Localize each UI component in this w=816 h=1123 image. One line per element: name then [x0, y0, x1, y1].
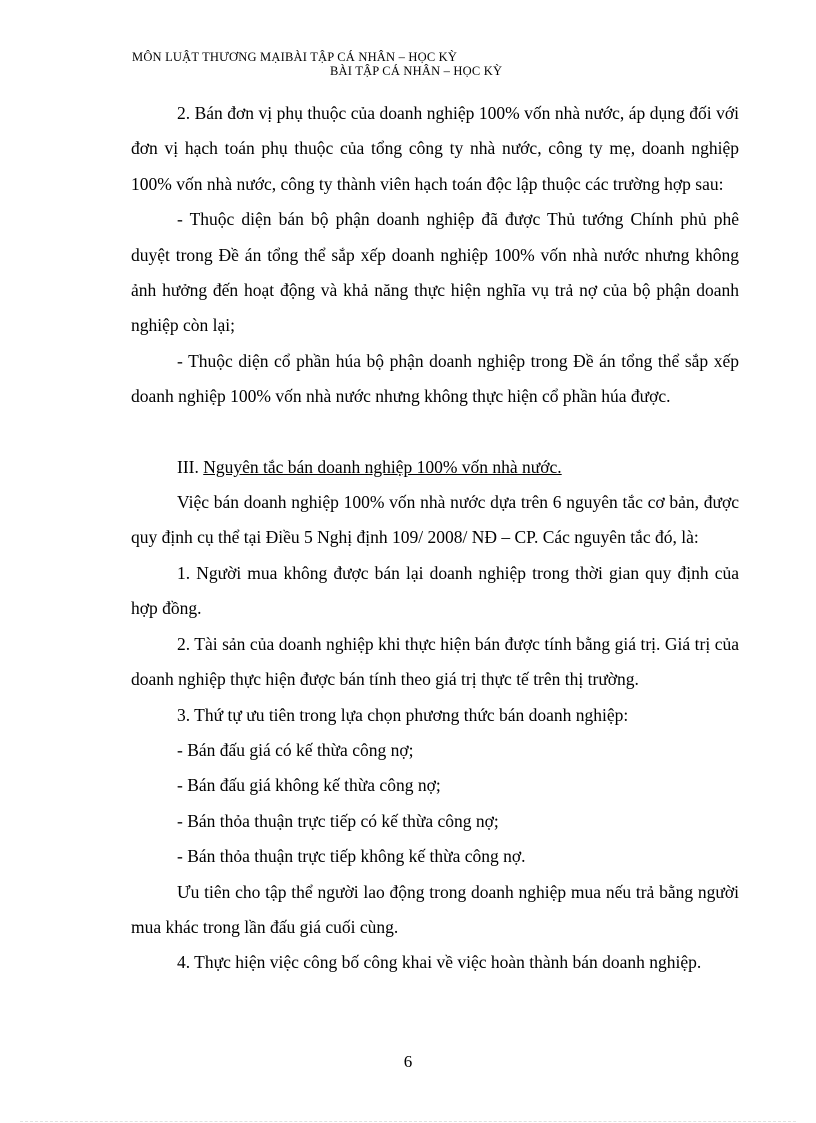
header-line-2: BÀI TẬP CÁ NHÂN – HỌC KỲ	[330, 64, 503, 78]
paragraph-5: 1. Người mua không được bán lại doanh nghiệp trong thời gian quy định của hợp đồng.	[131, 562, 739, 619]
page-number: 6	[403, 1052, 413, 1071]
section-title: Nguyên tắc bán doanh nghiệp 100% vốn nhà nước.	[203, 456, 562, 477]
list-item: - Bán thỏa thuận trực tiếp không kế thừa công nợ.	[177, 846, 526, 867]
header-line-1: MÔN LUẬT THƯƠNG MẠIBÀI TẬP CÁ NHÂN – HỌC KỲ	[132, 50, 458, 64]
section-number: III.	[177, 456, 204, 477]
paragraph-3: - Thuộc diện cổ phần húa bộ phận doanh nghiệp trong Đề án tổng thể sắp xếp doanh nghiệp 100% vốn nhà nước nhưng không thực hiện cổ phần húa được.	[131, 350, 739, 407]
list-item: - Bán thỏa thuận trực tiếp có kế thừa công nợ;	[177, 810, 499, 831]
paragraph-9: 4. Thực hiện việc công bố công khai về việc hoàn thành bán doanh nghiệp.	[177, 952, 702, 973]
page-header	[132, 50, 752, 78]
paragraph-2: - Thuộc diện bán bộ phận doanh nghiệp đã được Thủ tướng Chính phủ phê duyệt trong Đề án tổng thể sắp xếp doanh nghiệp 100% vốn nhà nước nhưng không ảnh hưởng đến hoạt động và khả năng thực hiện nghĩa vụ trả nợ của bộ phận doanh nghiệp còn lại;	[131, 209, 739, 336]
list-item: - Bán đấu giá không kế thừa công nợ;	[177, 775, 441, 796]
document-body	[131, 96, 739, 981]
paragraph-7: 3. Thứ tự ưu tiên trong lựa chọn phương thức bán doanh nghiệp:	[177, 704, 629, 725]
list-item: - Bán đấu giá có kế thừa công nợ;	[177, 739, 414, 760]
section-heading	[131, 450, 739, 485]
section-spacer	[131, 415, 739, 450]
paragraph-1: 2. Bán đơn vị phụ thuộc của doanh nghiệp 100% vốn nhà nước, áp dụng đối với đơn vị hạch toán phụ thuộc của tổng công ty nhà nước, công ty mẹ, doanh nghiệp 100% vốn nhà nước, công ty thành viên hạch toán độc lập thuộc các trường hợp sau:	[131, 103, 739, 194]
paragraph-8: Ưu tiên cho tập thể người lao động trong doanh nghiệp mua nếu trả bằng người mua khác trong lần đấu giá cuối cùng.	[131, 881, 739, 937]
paragraph-6: 2. Tài sản của doanh nghiệp khi thực hiện bán được tính bằng giá trị. Giá trị của doanh nghiệp thực hiện được bán tính theo giá trị thực tế trên thị trường.	[131, 633, 739, 690]
page-bottom-divider	[20, 1121, 796, 1122]
paragraph-4: Việc bán doanh nghiệp 100% vốn nhà nước dựa trên 6 nguyên tắc cơ bản, được quy định cụ thể tại Điều 5 Nghị định 109/ 2008/ NĐ – CP. Các nguyên tắc đó, là:	[131, 492, 739, 548]
